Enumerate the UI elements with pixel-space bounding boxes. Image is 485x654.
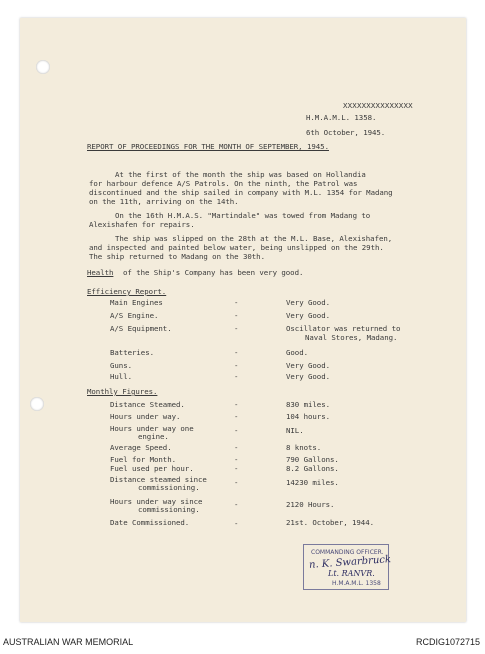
efficiency-dash: - (234, 311, 239, 320)
monthly-value: 8 knots. (286, 443, 322, 452)
officer-signature: n. K. Swarbruck (308, 554, 392, 571)
stamp-title: COMMANDING OFFICER. (311, 549, 384, 556)
efficiency-value: Very Good. (286, 361, 330, 370)
punch-hole-bottom (30, 397, 44, 411)
stamp-unit: H.M.A.M.L. 1358 (332, 580, 381, 587)
para1-line4: on the 11th, arriving on the 14th. (89, 197, 239, 206)
monthly-dash: - (234, 412, 239, 421)
redacted-line: XXXXXXXXXXXXXXX (343, 101, 413, 110)
efficiency-item: A/S Engine. (110, 311, 159, 320)
efficiency-value: Good. (286, 348, 308, 357)
para1-line3: discontinued and the ship sailed in company with M.L. 1354 for Madang (89, 188, 393, 197)
monthly-value: NIL. (286, 426, 304, 435)
monthly-item: Distance steamed since (110, 475, 207, 484)
punch-hole-top (36, 60, 50, 74)
monthly-item: Distance Steamed. (110, 400, 185, 409)
monthly-item-cont: commissioning. (138, 505, 200, 514)
health-label: Health (87, 268, 114, 277)
monthly-value: 21st. October, 1944. (286, 518, 374, 527)
monthly-item-cont: commissioning. (138, 483, 200, 492)
monthly-dash: - (234, 464, 239, 473)
para3-line1: The ship was slipped on the 28th at the M.L. Base, Alexishafen, (115, 234, 393, 243)
monthly-dash: - (234, 478, 239, 487)
efficiency-value: Very Good. (286, 298, 330, 307)
monthly-value: 830 miles. (286, 400, 330, 409)
para1-line1: At the first of the month the ship was based on Hollandia (115, 170, 366, 179)
monthly-item: Fuel for Month. (110, 455, 176, 464)
footer-credit: AUSTRALIAN WAR MEMORIAL (3, 637, 134, 647)
monthly-dash: - (234, 443, 239, 452)
efficiency-item: Hull. (110, 372, 132, 381)
efficiency-value: Very Good. (286, 372, 330, 381)
efficiency-item: Main Engines (110, 298, 163, 307)
monthly-item: Hours under way since (110, 497, 203, 506)
monthly-item: Average Speed. (110, 443, 172, 452)
commanding-officer-stamp (303, 544, 392, 590)
monthly-value: 8.2 Gallons. (286, 464, 339, 473)
efficiency-item: A/S Equipment. (110, 324, 172, 333)
para2-line1: On the 16th H.M.A.S. "Martindale" was towed from Madang to (115, 211, 371, 220)
monthly-item: Hours under way one (110, 424, 194, 433)
monthly-dash: - (234, 400, 239, 409)
para3-line2: and inspected and painted below water, being unslipped on the 29th. (89, 243, 384, 252)
vessel-name: H.M.A.M.L. 1358. (306, 113, 377, 122)
efficiency-value-cont: Naval Stores, Madang. (305, 333, 398, 342)
efficiency-heading: Efficiency Report. (87, 287, 167, 296)
footer-record-id: RCDIG1072715 (415, 637, 480, 647)
efficiency-dash: - (234, 372, 239, 381)
monthly-value: 104 hours. (286, 412, 330, 421)
efficiency-item: Guns. (110, 361, 132, 370)
health-text: of the Ship's Company has been very good. (123, 268, 304, 277)
monthly-heading: Monthly Figures. (87, 387, 158, 396)
efficiency-dash: - (234, 361, 239, 370)
monthly-item: Date Commissioned. (110, 518, 190, 527)
stamp-rank: Lt. RANVR. (328, 569, 375, 578)
monthly-value: 14230 miles. (286, 478, 339, 487)
efficiency-value: Oscillator was returned to (286, 324, 401, 333)
monthly-value: 790 Gallons. (286, 455, 339, 464)
efficiency-value: Very Good. (286, 311, 330, 320)
monthly-dash: - (234, 519, 239, 528)
monthly-item: Fuel used per hour. (110, 464, 194, 473)
monthly-value: 2120 Hours. (286, 500, 335, 509)
efficiency-dash: - (234, 348, 239, 357)
monthly-item-cont: engine. (138, 432, 169, 441)
report-date: 6th October, 1945. (306, 128, 386, 137)
para1-line2: for harbour defence A/S Patrols. On the ninth, the Patrol was (89, 179, 358, 188)
report-title: REPORT OF PROCEEDINGS FOR THE MONTH OF SEPTEMBER, 1945. (87, 142, 329, 151)
efficiency-dash: - (234, 324, 239, 333)
efficiency-item: Batteries. (110, 348, 154, 357)
monthly-dash: - (234, 500, 239, 509)
monthly-item: Hours under way. (110, 412, 181, 421)
efficiency-dash: - (234, 298, 239, 307)
monthly-dash: - (234, 426, 239, 435)
para2-line2: Alexishafen for repairs. (89, 220, 195, 229)
monthly-dash: - (234, 455, 239, 464)
para3-line3: The ship returned to Madang on the 30th. (89, 252, 265, 261)
